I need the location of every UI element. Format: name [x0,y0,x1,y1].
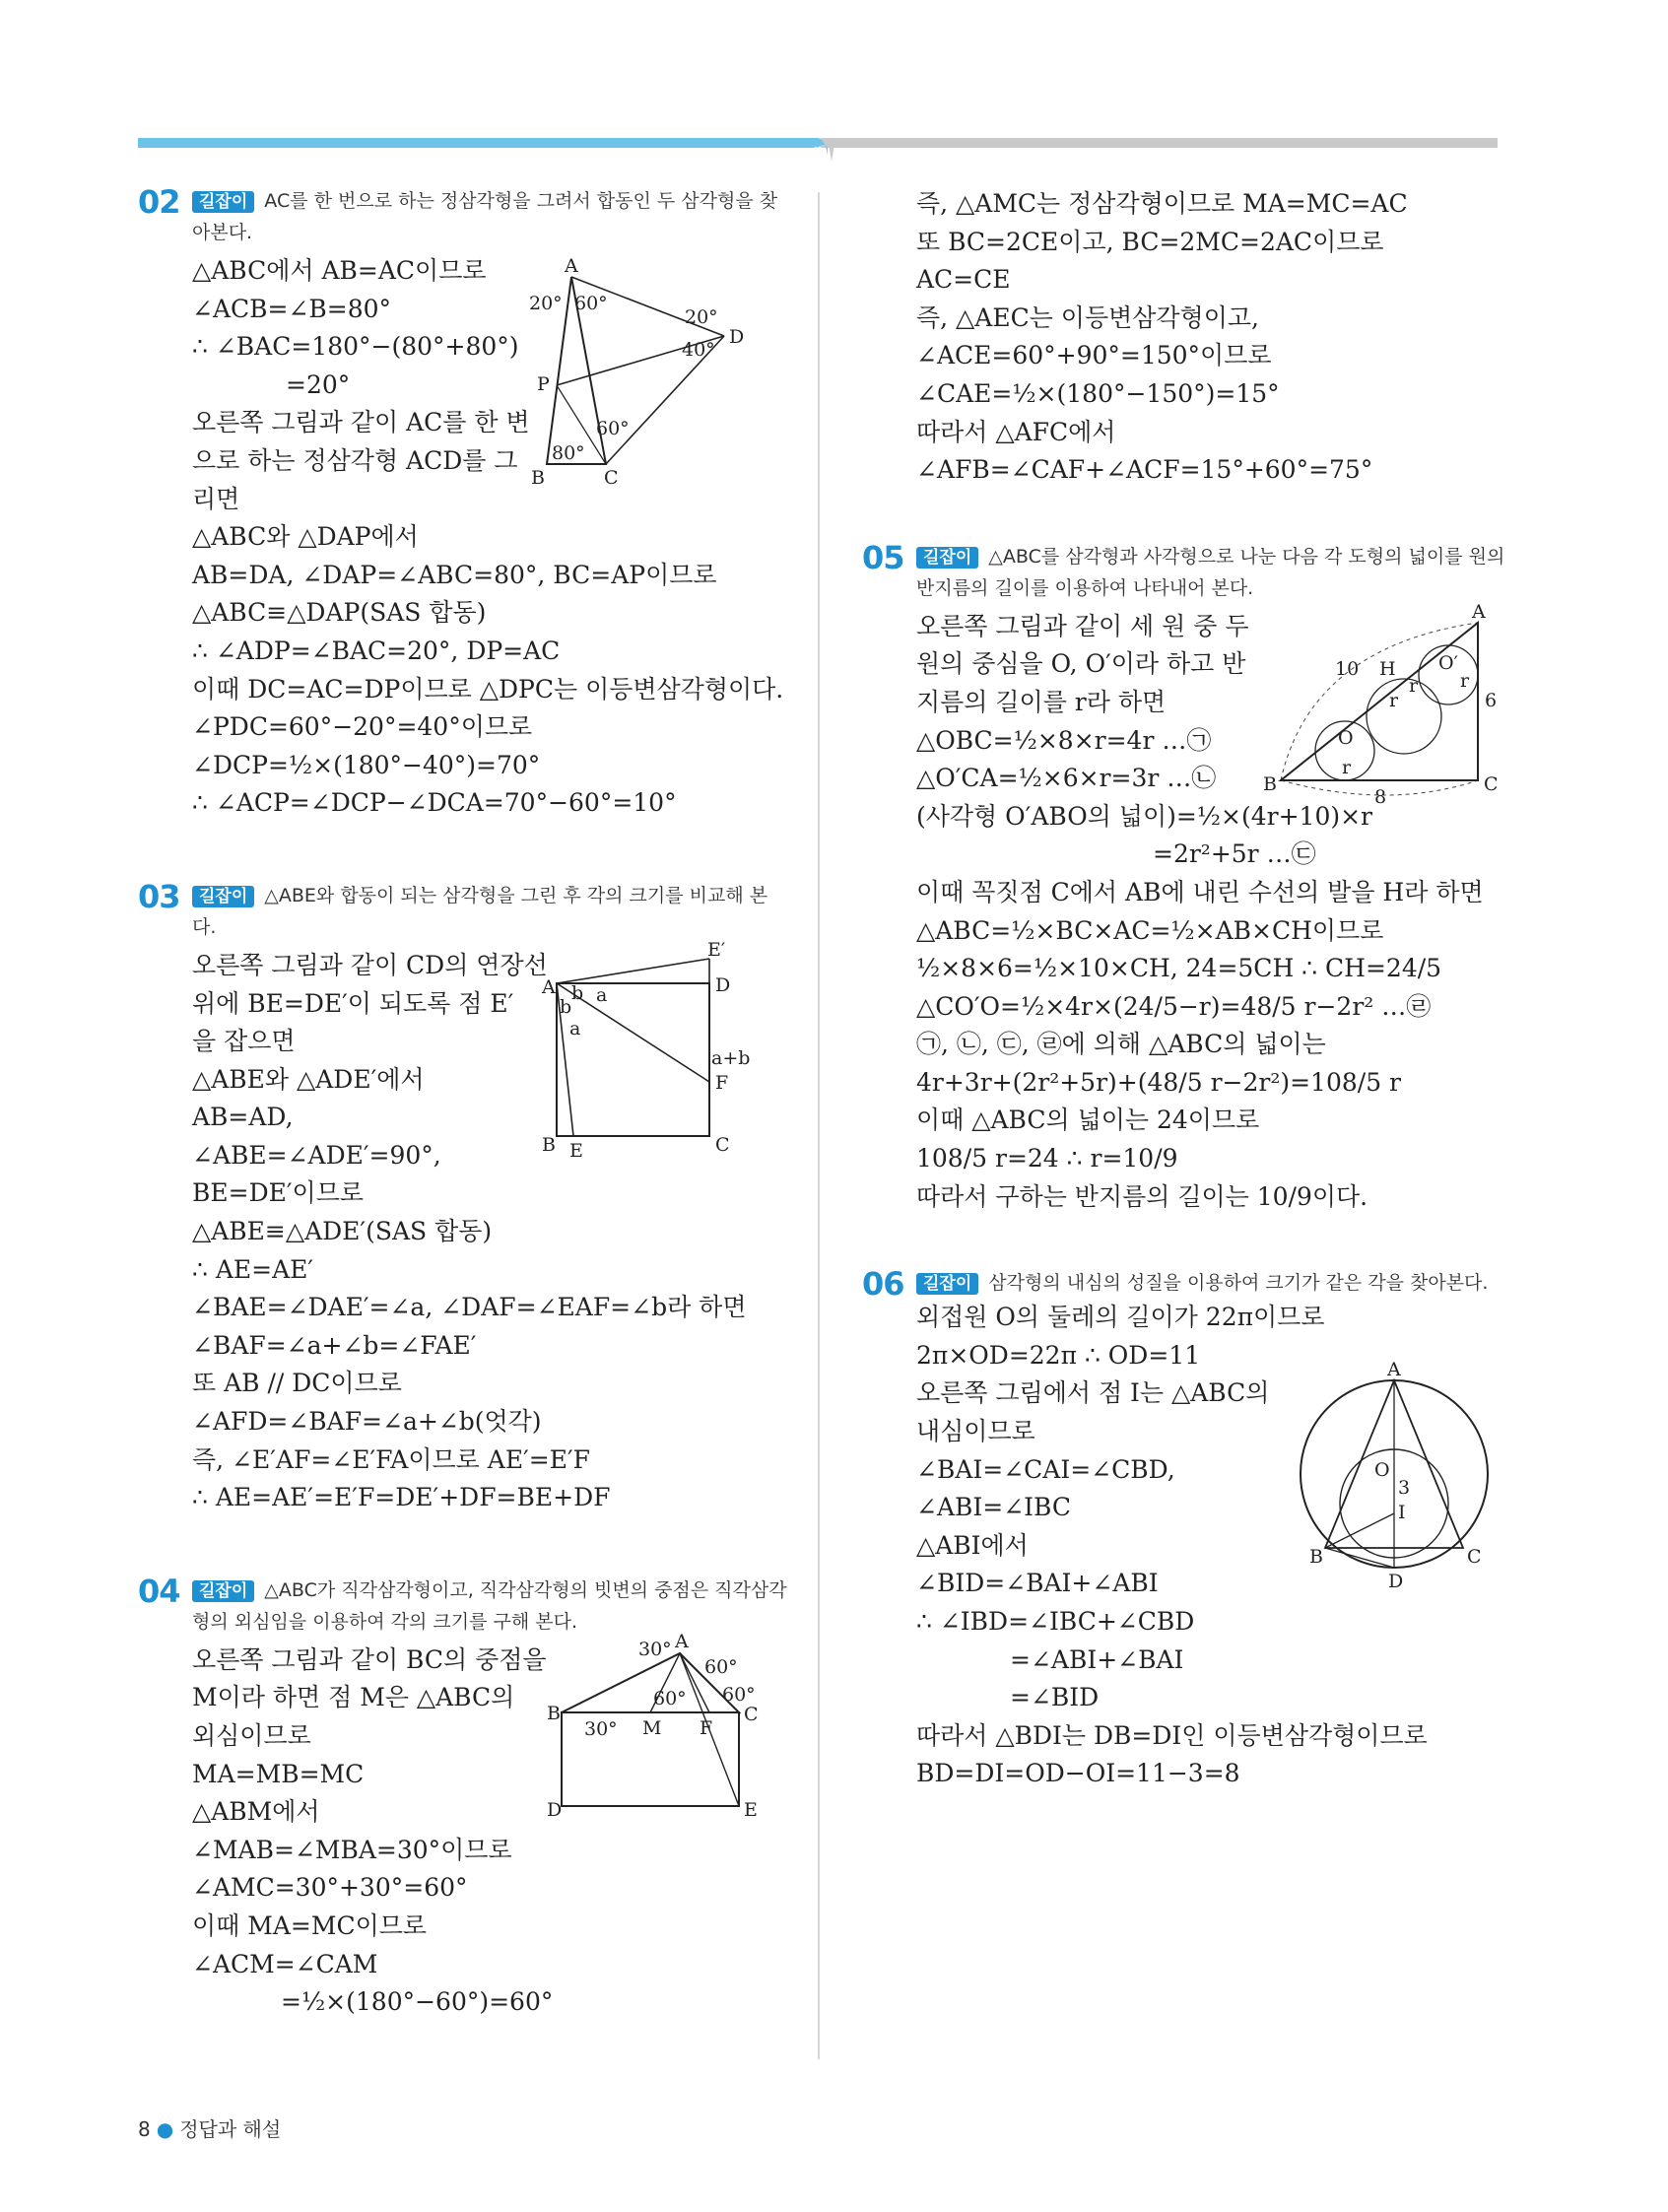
header-notch [800,138,835,162]
hint-text: △ABC가 직각삼각형이고, 직각삼각형의 빗변의 중점은 직각삼각형의 외심임을 이용하여 각의 크기를 구해 본다. [192,1578,787,1633]
label-C: C [744,1703,759,1725]
text-line: =20° [286,369,351,399]
angle-60-c: 60° [596,418,630,439]
text-line: △ABM에서 [192,1797,320,1827]
label-8: 8 [1374,785,1387,808]
text-line: ∠BAI=∠CAI=∠CBD, [916,1454,1175,1484]
label-6: 6 [1485,689,1498,711]
text-line: ∴ ∠IBD=∠IBC+∠CBD [916,1607,1195,1636]
right-column [862,185,1512,1793]
page-number: 8 [138,2117,151,2141]
section-02 [138,185,788,823]
text-line: △ABI에서 [916,1530,1029,1560]
label-D: D [729,326,745,348]
text-line: △O′CA=½×6×r=3r …㉡ [916,764,1217,793]
text-line: 즉, △AMC는 정삼각형이므로 MA=MC=AC [916,189,1408,218]
hint-badge: 길잡이 [192,191,254,213]
angle-60-a: 60° [704,1655,738,1678]
figure-05 [1251,600,1499,815]
text-line: 따라서 △BDI는 DB=DI인 이등변삼각형이므로 [916,1720,1428,1750]
label-F: F [700,1716,713,1739]
text-line: AB=AD, [192,1103,294,1132]
figure-06 [1296,1359,1493,1593]
text-line: ∠MAB=∠MBA=30°이므로 [192,1835,512,1864]
problem-number: 05 [862,538,904,576]
text-line: ∠ABE=∠ADE′=90°, [192,1140,441,1170]
header-bar-left [138,138,818,148]
text-line: ∠ACE=60°+90°=150°이므로 [916,341,1272,370]
label-C: C [1484,772,1499,795]
text-line: △ABC≡△DAP(SAS 합동) [192,598,487,628]
text-line: AB=DA, ∠DAP=∠ABC=80°, BC=AP이므로 [192,560,717,589]
label-D: D [547,1798,563,1821]
text-line: BD=DI=OD−OI=11−3=8 [916,1759,1240,1788]
label-r-4: r [1460,669,1470,692]
hint-badge: 길잡이 [192,1580,254,1602]
text-line: (사각형 O′ABO의 넓이)=½×(4r+10)×r [916,801,1373,831]
label-A: A [542,975,556,998]
text-line: 이때 △ABC의 넓이는 24이므로 [916,1106,1260,1135]
section-04-continued [862,185,1512,490]
text-line: ∠BID=∠BAI+∠ABI [916,1569,1159,1598]
text-line: =½×(180°−60°)=60° [281,1987,554,2017]
angle-20-d: 20° [685,306,718,328]
text-line: 즉, △AEC는 이등변삼각형이고, [916,302,1259,332]
text-line: 이때 MA=MC이므로 [192,1910,428,1940]
text-line: ∴ ∠ADP=∠BAC=20°, DP=AC [192,636,561,665]
angle-30-a: 30° [638,1638,672,1660]
angle-60-m: 60° [653,1687,687,1709]
section-05 [862,538,1512,1217]
text-line: =∠BID [1010,1683,1100,1712]
text-line: △ABC에서 AB=AC이므로 [192,256,487,285]
angle-30-b: 30° [584,1717,618,1740]
text-line: 4r+3r+(2r²+5r)+(48/5 r−2r²)=108/5 r [916,1067,1402,1097]
text-line: ∴ AE=AE′=E′F=DE′+DF=BE+DF [192,1483,611,1512]
text-line: 오른쪽 그림과 같이 BC의 중점을 [192,1644,547,1674]
label-P: P [537,373,550,395]
header-bar-right [818,138,1498,148]
text-line: 따라서 구하는 반지름의 길이는 10/9이다. [916,1181,1368,1211]
hint-text: △ABE와 합동이 되는 삼각형을 그린 후 각의 크기를 비교해 본다. [192,884,768,938]
angle-a-2: a [569,1017,581,1039]
text-line: 내심이므로 [916,1417,1035,1446]
text-line: ∠CAE=½×(180°−150°)=15° [916,378,1280,408]
label-r-2: r [1389,689,1399,711]
footer-title: 정답과 해설 [179,2117,282,2141]
text-line: 으로 하는 정삼각형 ACD를 그 [192,445,518,475]
label-B: B [547,1702,561,1724]
hint-text: AC를 한 번으로 하는 정삼각형을 그려서 합동인 두 삼각형을 찾아본다. [192,190,778,243]
text-line: ∴ ∠BAC=180°−(80°+80°) [192,332,519,362]
label-A: A [1387,1359,1401,1381]
text-line: 외접원 O의 둘레의 길이가 22π이므로 [916,1303,1325,1332]
figure-03 [542,938,759,1162]
text-line: ∠ABI=∠IBC [916,1493,1071,1522]
angle-60-c: 60° [722,1683,756,1706]
label-F: F [715,1071,729,1094]
text-line: 즉, ∠E′AF=∠E′FA이므로 AE′=E′F [192,1444,590,1474]
label-O: O [1338,726,1354,749]
problem-number: 04 [138,1572,180,1610]
label-M: M [642,1716,662,1739]
text-line: △OBC=½×8×r=4r …㉠ [916,725,1212,755]
label-10: 10 [1335,657,1360,680]
text-line: =2r²+5r …㉢ [1153,839,1316,869]
angle-a-plus-b: a+b [711,1046,751,1069]
text-line: ∴ ∠ACP=∠DCP−∠DCA=70°−60°=10° [192,788,677,818]
label-A: A [565,255,578,277]
text-line: △ABC와 △DAP에서 [192,522,419,552]
angle-b-2: b [560,995,572,1018]
text-line: 따라서 △AFC에서 [916,417,1116,446]
problem-number: 06 [862,1265,904,1304]
label-D: D [715,973,731,996]
label-B: B [531,467,545,489]
text-line: ∠PDC=60°−20°=40°이므로 [192,712,533,742]
section-06 [862,1267,1512,1793]
text-line: ∠AFB=∠CAF+∠ACF=15°+60°=75° [916,455,1373,485]
figure-04 [547,1630,773,1831]
text-line: △ABE≡△ADE′(SAS 합동) [192,1217,493,1246]
text-line: M이라 하면 점 M은 △ABC의 [192,1683,515,1712]
text-line: 외심이므로 [192,1721,311,1750]
text-line: =∠ABI+∠BAI [1010,1644,1184,1674]
label-O-prime: O′ [1438,651,1458,674]
label-B: B [542,1133,556,1156]
text-line: 오른쪽 그림과 같이 CD의 연장선 [192,950,548,979]
text-line: 이때 꼭짓점 C에서 AB에 내린 수선의 발을 H라 하면 [916,877,1484,906]
text-line: 지름의 길이를 r라 하면 [916,687,1167,716]
text-line: 또 AB // DC이므로 [192,1369,402,1398]
text-line: 또 BC=2CE이고, BC=2MC=2AC이므로 [916,227,1384,256]
text-line: △CO′O=½×4r×(24/5−r)=48/5 r−2r² …㉣ [916,991,1432,1021]
figure-02 [527,255,745,489]
text-line: MA=MB=MC [192,1759,365,1788]
column-divider [818,192,820,2059]
text-line: ∠ACB=∠B=80° [192,294,392,323]
page-footer [138,2113,281,2142]
text-line: ½×8×6=½×10×CH, 24=5CH ∴ CH=24/5 [916,954,1442,983]
label-E: E [569,1139,583,1162]
text-line: ∠AMC=30°+30°=60° [192,1873,468,1903]
angle-80: 80° [552,442,585,464]
angle-b-1: b [571,981,584,1004]
label-A: A [1472,600,1486,623]
hint-text: △ABC를 삼각형과 사각형으로 나눈 다음 각 도형의 넓이를 원의 반지름의 길이를 이용하여 나타내어 본다. [916,545,1505,599]
text-line: 위에 BE=DE′이 되도록 점 E′ [192,988,514,1018]
label-C: C [1467,1546,1482,1569]
bullet-icon: ● [156,2117,174,2141]
angle-a-1: a [596,983,608,1006]
hint [862,538,1512,604]
label-H: H [1379,657,1396,680]
section-04 [138,1572,788,2022]
text-line: 오른쪽 그림과 같이 AC를 한 변 [192,408,530,437]
label-3: 3 [1398,1477,1411,1500]
text-line: 원의 중심을 O, O′이라 하고 반 [916,649,1246,679]
label-r-1: r [1342,756,1352,778]
label-I: I [1398,1502,1406,1524]
hint-badge: 길잡이 [916,1273,978,1295]
hint [138,877,788,943]
hint [862,1267,1512,1299]
left-column [138,185,788,2022]
hint [138,185,788,248]
hint-text: 삼각형의 내심의 성질을 이용하여 크기가 같은 각을 찾아본다. [988,1272,1489,1295]
text-line: ∴ AE=AE′ [192,1254,314,1284]
text-line: ∠ACM=∠CAM [192,1949,378,1978]
text-line: ∠BAF=∠a+∠b=∠FAE′ [192,1330,477,1360]
problem-number: 03 [138,877,180,915]
label-C: C [715,1133,730,1156]
angle-20-a: 20° [529,293,563,314]
problem-number: 02 [138,183,180,221]
label-E: E [744,1798,758,1821]
label-E-prime: E′ [707,938,726,961]
text-line: ㉠, ㉡, ㉢, ㉣에 의해 △ABC의 넓이는 [916,1030,1326,1059]
text-line: ∠AFD=∠BAF=∠a+∠b(엇각) [192,1407,542,1437]
text-line: 2π×OD=22π ∴ OD=11 [916,1340,1201,1370]
label-D: D [1388,1571,1404,1593]
angle-60-a: 60° [574,293,608,314]
hint-badge: 길잡이 [916,547,978,569]
text-line: AC=CE [916,265,1011,295]
text-line: 오른쪽 그림에서 점 I는 △ABC의 [916,1378,1270,1408]
label-B: B [1263,772,1277,795]
text-line: 을 잡으면 [192,1027,296,1056]
label-A: A [675,1630,689,1652]
text-line: 108/5 r=24 ∴ r=10/9 [916,1144,1178,1173]
section-03 [138,877,788,1517]
text-line: ∠DCP=½×(180°−40°)=70° [192,750,541,779]
angle-40: 40° [682,339,715,361]
hint [138,1572,788,1638]
hint-badge: 길잡이 [192,886,254,907]
text-line: △ABE와 △ADE′에서 [192,1064,425,1094]
text-line: 리면 [192,484,240,513]
text-line: ∠BAE=∠DAE′=∠a, ∠DAF=∠EAF=∠b라 하면 [192,1293,747,1322]
text-line: △ABC=½×BC×AC=½×AB×CH이므로 [916,915,1384,945]
text-line: 이때 DC=AC=DP이므로 △DPC는 이등변삼각형이다. [192,674,784,704]
text-line: BE=DE′이므로 [192,1178,364,1208]
label-O: O [1374,1459,1390,1482]
text-line: 오른쪽 그림과 같이 세 원 중 두 [916,611,1249,640]
label-B: B [1309,1546,1323,1569]
label-r-3: r [1409,674,1419,697]
label-C: C [604,467,619,489]
